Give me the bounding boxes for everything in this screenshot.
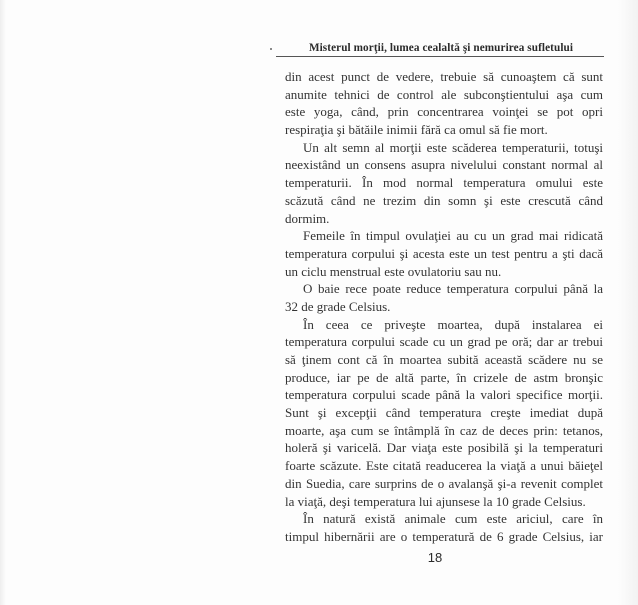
text-line: neexistând un consens asupra nivelului constant normal al (285, 157, 603, 173)
text-line: scăzută când ne trezim din somn şi este crescută când (285, 192, 603, 208)
text-line: este yoga, când, prin concentrarea voinţei se pot opri (285, 104, 603, 120)
text-line: temperatura corpului scade până la valori specifice morţii. (285, 387, 603, 403)
text-line: În natură există animale cum este ariciul, care în (303, 511, 603, 527)
scan-edge-right (618, 0, 638, 605)
text-line: moarte, aşa cum se întâmplă în caz de deces prin: tetanos, (285, 422, 603, 438)
text-line: din Suedia, care surprins de o avalanşă şi-a revenit complet (285, 475, 603, 491)
scan-edge-left (0, 0, 6, 605)
text-line: să ţinem cont că în moartea subită această scădere nu se (285, 352, 603, 367)
page-number: 18 (427, 550, 443, 565)
text-line: holeră şi varicelă. Dar viaţa este posibilă şi la temperaturi (285, 440, 603, 456)
text-line: O baie rece poate reduce temperatura corpului până la (303, 281, 603, 297)
text-line: temperaturii. În mod normal temperatura omului este (285, 175, 603, 191)
running-header: Misterul morţii, lumea cealaltă şi nemurirea sufletului (308, 42, 574, 54)
text-line: anumite tehnici de control ale subconştientului aşa cum (285, 86, 603, 102)
text-line: la viaţă, deşi temperatura lui ajunsese la 10 grade Celsius. (285, 493, 586, 509)
text-line: dormim. (285, 210, 330, 226)
text-line: respiraţia şi bătăile inimii fără ca omul să fie mort. (285, 122, 548, 138)
text-line: din acest punct de vedere, trebuie să cunoaştem că sunt (285, 69, 603, 84)
text-line: temperatura corpului scade cu un grad pe oră; dar ar trebui (285, 334, 603, 350)
text-line: foarte scăzute. Este citată readucerea la viaţă a unui băieţel (285, 458, 603, 474)
text-line: Sunt şi excepţii când temperatura creşte imediat după (285, 405, 603, 421)
text-line: un ciclu menstrual este ovulatoriu sau nu. (285, 263, 502, 279)
text-line: Un alt semn al morţii este scăderea temperaturii, totuşi (303, 139, 603, 155)
body-text (285, 68, 603, 546)
text-line: 32 de grade Celsius. (285, 298, 391, 314)
header-rule (276, 56, 604, 57)
text-line: timpul hibernării are o temperatură de 6 grade Celsius, iar (285, 528, 603, 544)
text-line: temperatura corpului şi acesta este un test pentru a şti dacă (285, 245, 603, 261)
text-line: În ceea ce priveşte moartea, după instalarea ei (303, 316, 603, 332)
text-line: Femeile în timpul ovulaţiei au cu un grad mai ridicată (303, 228, 603, 244)
scan-speck (270, 48, 272, 50)
text-line: produce, iar pe de altă parte, în crizele de astm bronşic (285, 369, 603, 385)
